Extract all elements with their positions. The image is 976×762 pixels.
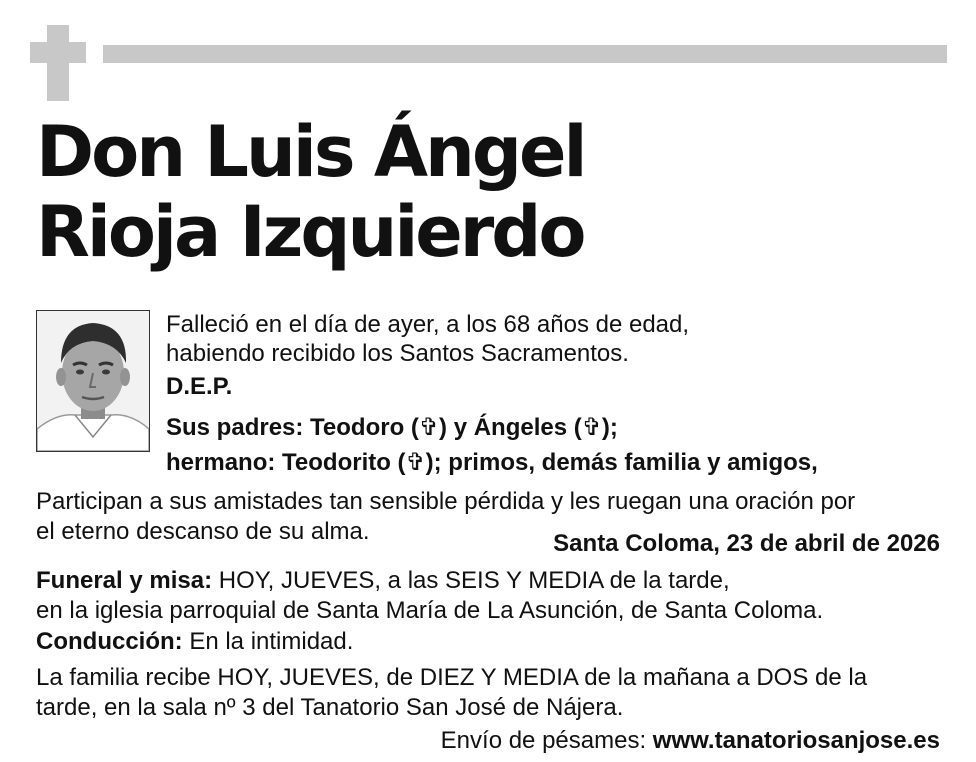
place-date: Santa Coloma, 23 de abril de 2026	[553, 530, 940, 557]
name-line-1: Don Luis Ángel	[36, 111, 585, 193]
conduccion-info	[36, 627, 353, 656]
funeral-text-1: HOY, JUEVES, a las SEIS Y MEDIA de la tarde,	[212, 567, 730, 594]
cross-icon-bar	[30, 42, 86, 63]
funeral-text-2: en la iglesia parroquial de Santa María de La Asunción, de Santa Coloma.	[36, 597, 824, 624]
header-rule	[103, 45, 947, 63]
portrait-illustration	[37, 311, 149, 451]
visitation-line-1: La familia recibe HOY, JUEVES, de DIEZ Y MEDIA de la mañana a DOS de la	[36, 664, 868, 691]
parents-mid: ) y Ángeles (	[439, 414, 582, 441]
deceased-name	[36, 112, 584, 272]
funeral-info	[36, 566, 823, 626]
sibling-prefix: hermano: Teodorito (	[166, 449, 406, 476]
deceased-cross-icon: ✞	[418, 414, 440, 441]
portrait-photo	[36, 310, 150, 452]
intro-line-2: habiendo recibido los Santos Sacramentos.	[166, 340, 629, 367]
parents-suffix: );	[601, 414, 618, 441]
funeral-label: Funeral y misa:	[36, 567, 213, 594]
cross-icon	[47, 25, 69, 101]
family-list	[166, 410, 818, 480]
conduccion-text: En la intimidad.	[182, 628, 354, 655]
sibling-suffix: ); primos, demás familia y amigos,	[425, 449, 818, 476]
conduccion-label: Conducción:	[36, 628, 183, 655]
name-line-2: Rioja Izquierdo	[36, 191, 584, 273]
visitation-line-2: tarde, en la sala nº 3 del Tanatorio San José de Nájera.	[36, 694, 624, 721]
participation-line-1: Participan a sus amistades tan sensible pérdida y les ruegan una oración por	[36, 488, 856, 515]
intro-line-1: Falleció en el día de ayer, a los 68 años de edad,	[166, 311, 690, 338]
death-notice-text	[166, 310, 689, 368]
deceased-cross-icon: ✞	[405, 449, 426, 476]
participation-line-2: el eterno descanso de su alma.	[36, 518, 370, 545]
condolences-website-link[interactable]: www.tanatoriosanjose.es	[652, 727, 940, 754]
deceased-cross-icon: ✞	[581, 414, 602, 441]
parents-prefix: Sus padres: Teodoro (	[166, 414, 419, 441]
condolences-label: Envío de pésames:	[440, 727, 653, 754]
condolences-info	[441, 726, 940, 755]
dep-text: D.E.P.	[166, 373, 233, 400]
visitation-info	[36, 663, 867, 723]
